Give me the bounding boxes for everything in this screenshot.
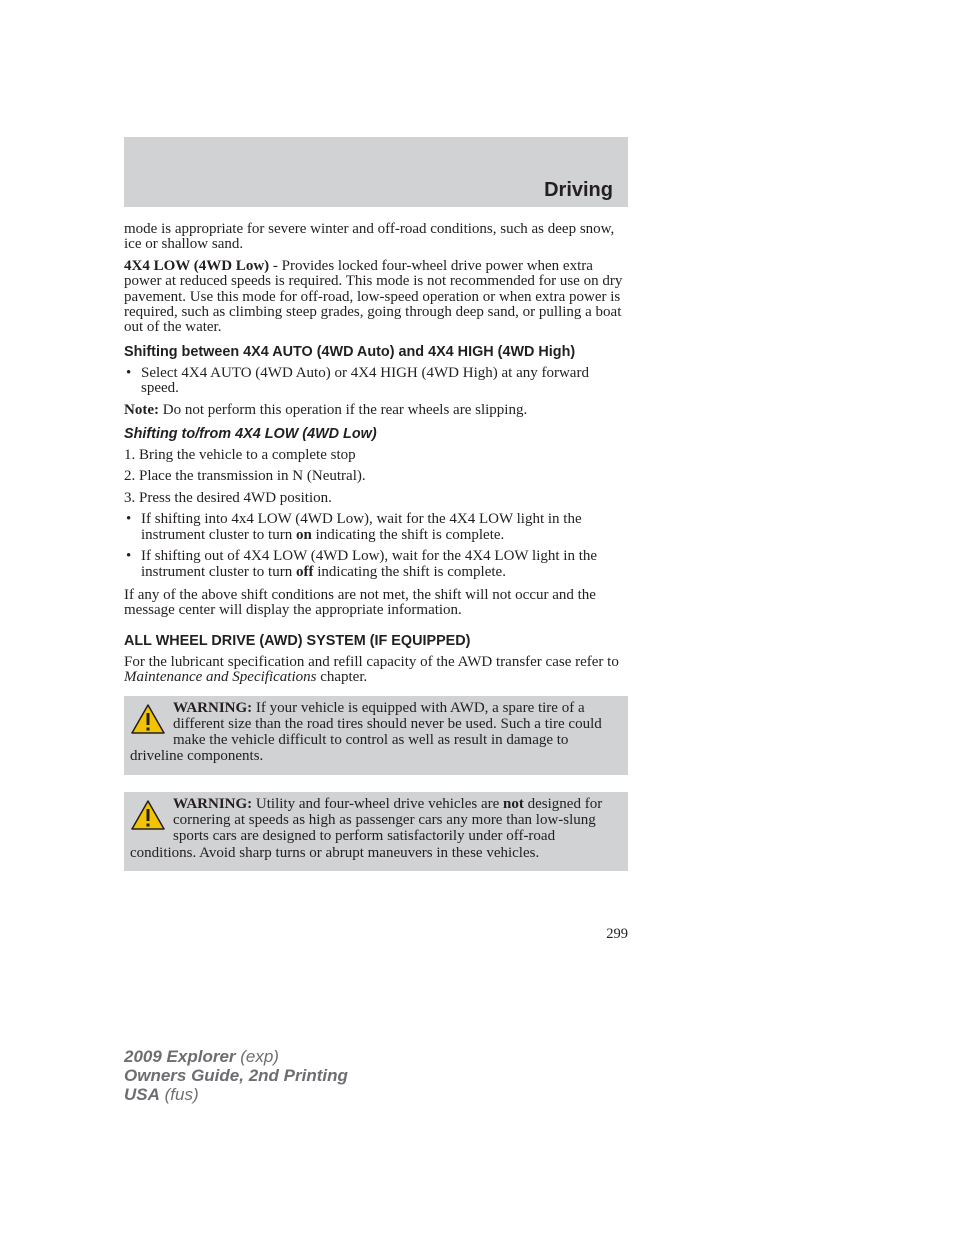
note-paragraph [124, 403, 628, 418]
bullet-text: If shifting into 4x4 LOW (4WD Low), wait for the 4X4 LOW light in the instrument cluster to turn [141, 511, 582, 543]
footer-line-model [124, 1047, 348, 1066]
low-mode-label: 4X4 LOW (4WD Low) [124, 257, 270, 274]
bullet-shift-out-of-low [124, 549, 628, 580]
page-content [124, 222, 628, 871]
chapter-reference: Maintenance and Specifications [124, 669, 317, 686]
lubricant-text: chapter. [316, 669, 368, 686]
bullet-shift-into-low [124, 512, 628, 543]
section-title: Driving [544, 179, 613, 201]
bullet-text: indicating the shift is complete. [313, 563, 506, 580]
heading-shifting-low: Shifting to/from 4X4 LOW (4WD Low) [124, 426, 377, 443]
warning-label: WARNING: [173, 699, 253, 716]
note-text: Do not perform this operation if the rear wheels are slipping. [158, 401, 528, 418]
document-footer [124, 1047, 348, 1104]
footer-guide: Owners Guide, 2nd Printing [124, 1066, 348, 1085]
lubricant-paragraph [124, 655, 628, 686]
step-item: 2. Place the transmission in N (Neutral). [124, 468, 366, 485]
footer-region-code: (fus) [159, 1085, 199, 1104]
note-label: Note: [124, 401, 159, 418]
heading-awd-system: ALL WHEEL DRIVE (AWD) SYSTEM (IF EQUIPPED) [124, 632, 471, 649]
step-item: 3. Press the desired 4WD position. [124, 489, 332, 506]
warning-triangle-icon [130, 799, 166, 831]
bullet-text: If shifting out of 4X4 LOW (4WD Low), wait for the 4X4 LOW light in the instrument cluster to turn [141, 548, 598, 580]
warning-box-cornering [124, 792, 628, 871]
footer-region: USA [124, 1085, 160, 1104]
bullet-text: indicating the shift is complete. [311, 526, 505, 543]
warning-triangle-icon [130, 703, 166, 735]
footer-model: 2009 Explorer [124, 1047, 236, 1066]
footer-model-code: (exp) [235, 1047, 279, 1066]
bullet-select-mode: • Select 4X4 AUTO (4WD Auto) or 4X4 HIGH (4WD High) at any forward speed. [124, 366, 628, 397]
bullet-bold: off [295, 563, 314, 580]
conditions-paragraph: If any of the above shift conditions are not met, the shift will not occur and the message center will display the appropriate information. [124, 586, 596, 619]
step-item: 1. Bring the vehicle to a complete stop [124, 447, 356, 464]
bullet-bold: on [295, 526, 312, 543]
warning-label: WARNING: [173, 795, 253, 812]
heading-shifting-auto-high: Shifting between 4X4 AUTO (4WD Auto) and 4X4 HIGH (4WD High) [124, 343, 576, 360]
warning-text: designed for cornering at speeds as high as passenger cars any more than low-slung sports cars are designed to perform satisfactorily under off-road conditions. Avoid sharp turns or abrupt maneuvers in these vehicles. [130, 795, 603, 861]
page-number: 299 [606, 926, 628, 942]
footer-line-region [124, 1085, 348, 1104]
warning-text: If your vehicle is equipped with AWD, a spare tire of a different size than the road tires should never be used. Such a tire could make the vehicle difficult to control as well as result in damage to driveline components. [130, 699, 602, 765]
warning-bold: not [503, 795, 524, 812]
lubricant-text: For the lubricant specification and refill capacity of the AWD transfer case refer to [124, 653, 619, 670]
low-mode-paragraph [124, 259, 628, 336]
warning-box-spare-tire [124, 696, 628, 775]
section-header-band [124, 137, 628, 207]
footer-line-guide [124, 1066, 348, 1085]
low-mode-text: - Provides locked four-wheel drive power when extra power at reduced speeds is required. This mode is not recommended for use on dry pavement. Use this mode for off-road, low-speed operation or when extra power is required, such as climbing steep grades, going through deep sand, or pulling a boat out of the water. [124, 257, 623, 336]
warning-text: Utility and four-wheel drive vehicles are [252, 795, 504, 812]
intro-paragraph: mode is appropriate for severe winter and off-road conditions, such as deep snow, ice or shallow sand. [124, 221, 615, 253]
